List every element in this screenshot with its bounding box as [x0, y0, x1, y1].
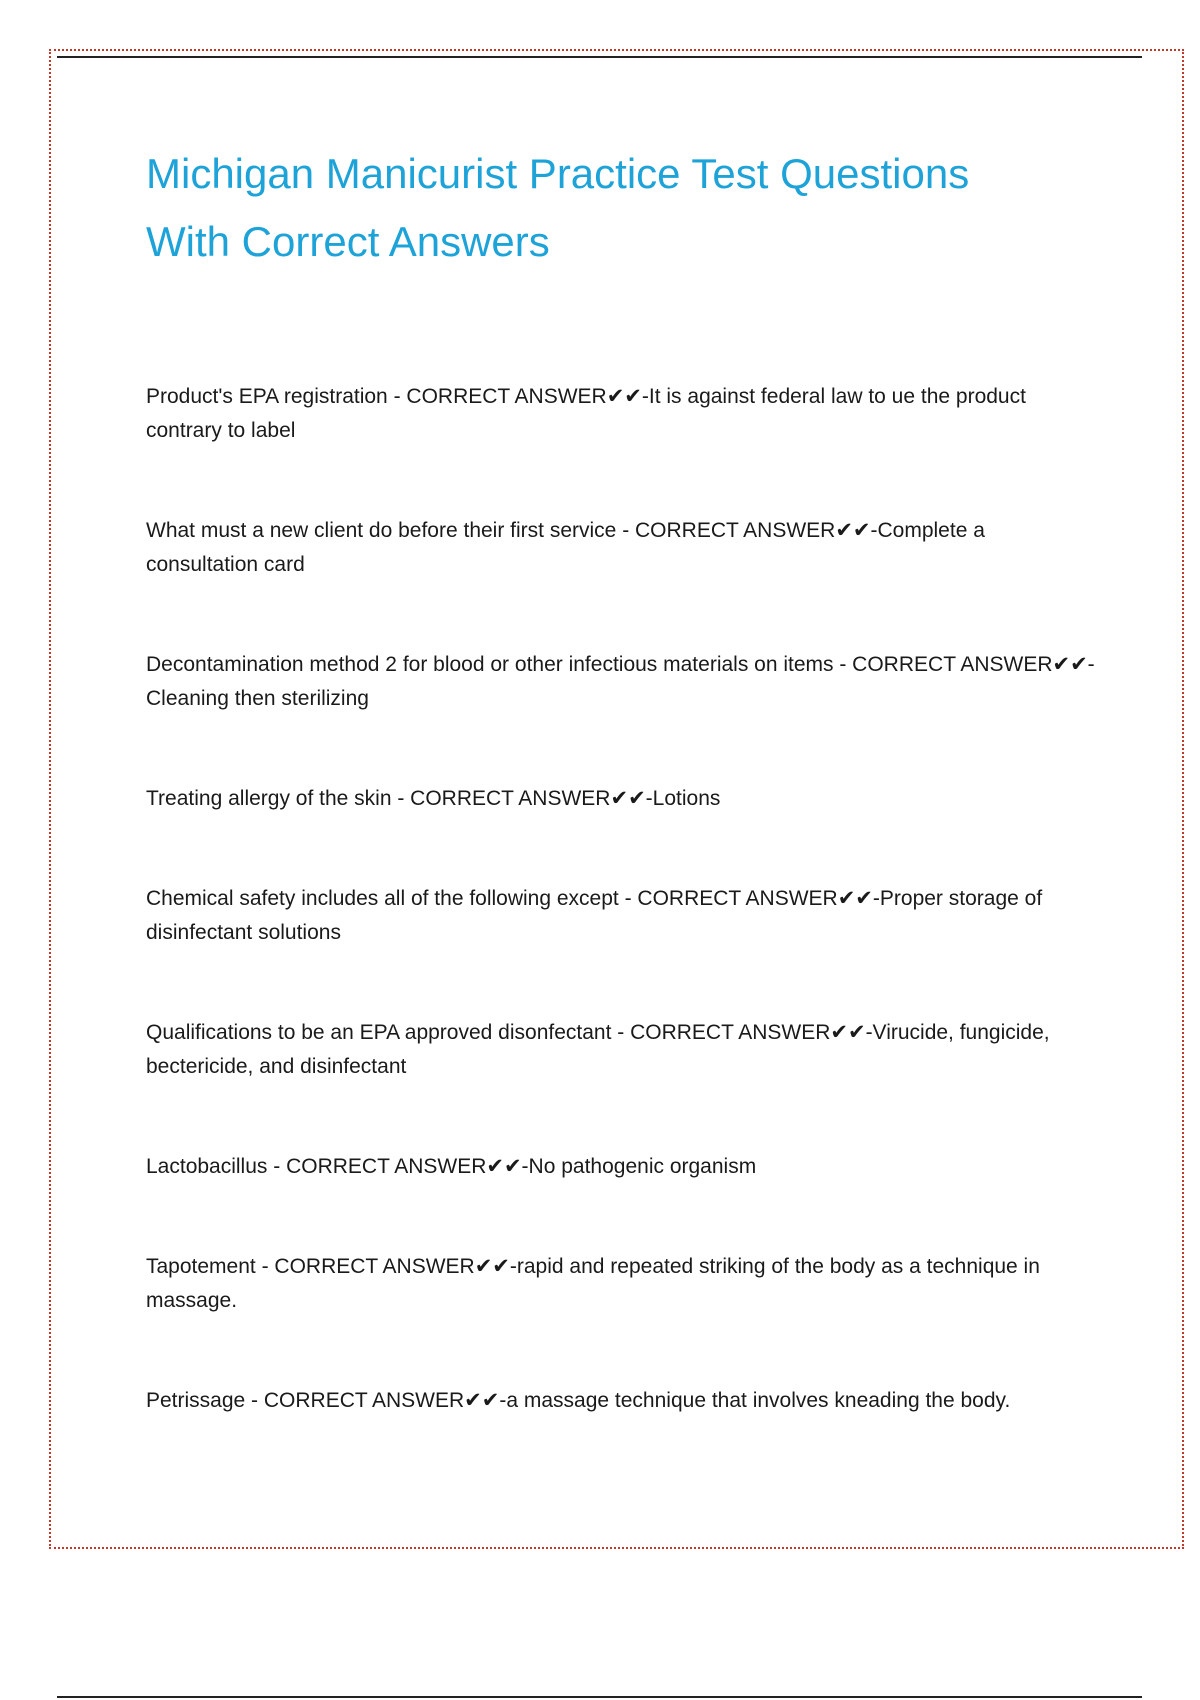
qa-item: Treating allergy of the skin - CORRECT ANSWER✔✔-Lotions: [146, 787, 721, 810]
document-title: [146, 140, 1106, 276]
bottom-divider: [57, 1696, 1142, 1698]
qa-item: What must a new client do before their first service - CORRECT ANSWER✔✔-Complete a consultation card: [146, 519, 985, 576]
qa-list: [146, 380, 1096, 1484]
qa-item: Tapotement - CORRECT ANSWER✔✔-rapid and repeated striking of the body as a technique in massage.: [146, 1255, 1040, 1312]
qa-item: Decontamination method 2 for blood or other infectious materials on items - CORRECT ANSWER✔✔-Cleaning then sterilizing: [146, 653, 1095, 710]
qa-item: Petrissage - CORRECT ANSWER✔✔-a massage technique that involves kneading the body.: [146, 1389, 1011, 1412]
qa-item: Qualifications to be an EPA approved disonfectant - CORRECT ANSWER✔✔-Virucide, fungicide, bectericide, and disinfectant: [146, 1021, 1050, 1078]
qa-item: Chemical safety includes all of the following except - CORRECT ANSWER✔✔-Proper storage of disinfectant solutions: [146, 887, 1043, 944]
title-line-1: Michigan Manicurist Practice Test Questions: [146, 150, 970, 197]
qa-item: Lactobacillus - CORRECT ANSWER✔✔-No pathogenic organism: [146, 1155, 757, 1178]
title-line-2: With Correct Answers: [146, 218, 550, 265]
qa-item: Product's EPA registration - CORRECT ANSWER✔✔-It is against federal law to ue the product contrary to label: [146, 385, 1026, 442]
